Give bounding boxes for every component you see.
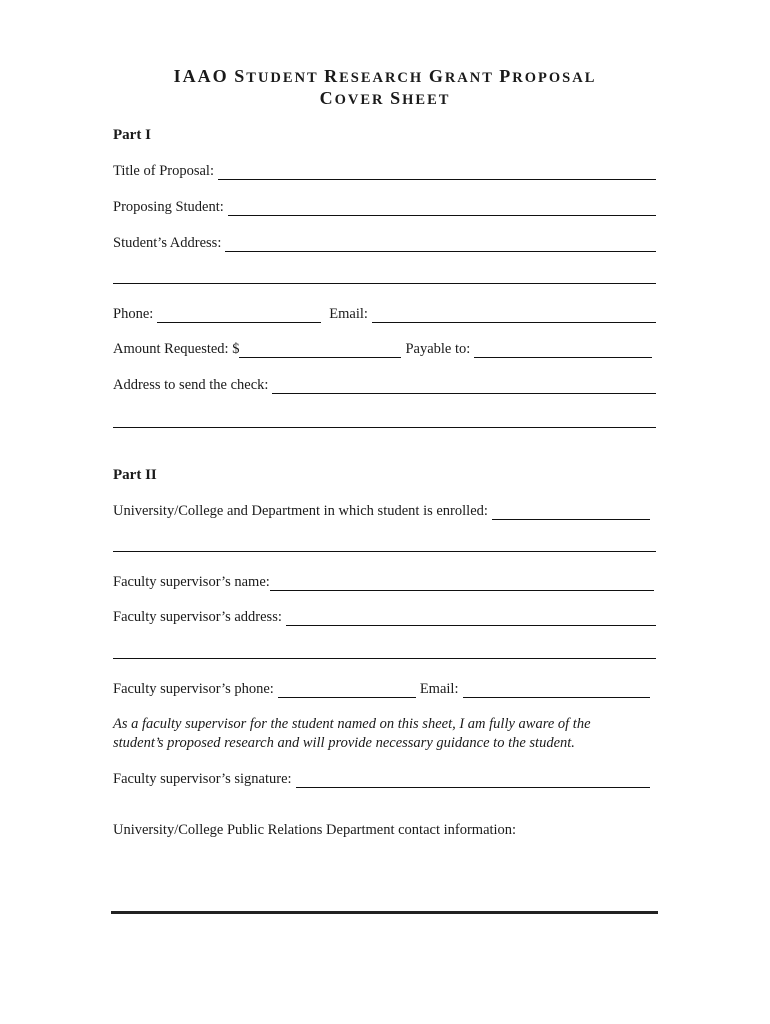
payable-to-field[interactable] <box>474 341 652 358</box>
supervisor-address-field[interactable] <box>286 609 656 626</box>
check-address-label: Address to send the check: <box>113 377 269 393</box>
supervisor-statement-line2: student’s proposed research and will provide necessary guidance to the student. <box>113 735 575 751</box>
supervisor-statement <box>113 715 673 753</box>
proposing-student-label: Proposing Student: <box>113 199 224 215</box>
supervisor-email-label: Email: <box>419 681 459 697</box>
proposing-student-field[interactable] <box>228 199 656 216</box>
check-address-field[interactable] <box>272 377 656 394</box>
supervisor-name-field[interactable] <box>270 574 654 591</box>
supervisor-signature-row <box>113 768 656 788</box>
proposal-title-field[interactable] <box>218 163 656 180</box>
university-row <box>113 500 656 520</box>
bottom-rule <box>111 911 658 914</box>
supervisor-signature-label: Faculty supervisor’s signature: <box>113 771 292 787</box>
student-address-row <box>113 232 656 252</box>
form-title-line1 <box>0 66 770 87</box>
proposing-student-row <box>113 196 656 216</box>
supervisor-phone-label: Faculty supervisor’s phone: <box>113 681 274 697</box>
phone-email-row <box>113 303 656 323</box>
supervisor-statement-line1: As a faculty supervisor for the student named on this sheet, I am fully aware of the <box>113 716 591 732</box>
proposal-title-label: Title of Proposal: <box>113 163 214 179</box>
proposal-title-row <box>113 160 656 180</box>
university-label: University/College and Department in which student is enrolled: <box>113 503 488 519</box>
email-label: Email: <box>329 306 368 322</box>
title-word: PROPOSAL <box>499 66 597 86</box>
supervisor-address-field-line2[interactable] <box>113 658 656 659</box>
title-word: IAAO <box>173 66 229 86</box>
supervisor-name-label: Faculty supervisor’s name: <box>113 574 270 590</box>
university-field-line2[interactable] <box>113 551 656 552</box>
university-field[interactable] <box>492 503 650 520</box>
supervisor-phone-email-row <box>113 678 656 698</box>
phone-field[interactable] <box>157 306 321 323</box>
title-word: STUDENT <box>234 66 319 86</box>
amount-requested-label: Amount Requested: $ <box>113 341 240 357</box>
supervisor-phone-field[interactable] <box>278 681 416 698</box>
title-word: GRANT <box>428 66 494 86</box>
supervisor-address-label: Faculty supervisor’s address: <box>113 609 282 625</box>
title-word: COVER <box>319 88 385 108</box>
title-word: SHEET <box>390 88 451 108</box>
form-title-line2 <box>0 88 770 109</box>
amount-requested-field[interactable] <box>239 341 401 358</box>
payable-to-label: Payable to: <box>405 341 471 357</box>
student-address-label: Student’s Address: <box>113 235 222 251</box>
title-word: RESEARCH <box>324 66 424 86</box>
amount-payable-row <box>113 338 656 358</box>
phone-label: Phone: <box>113 306 154 322</box>
part1-heading: Part I <box>113 127 151 143</box>
pr-contact-label: University/College Public Relations Department contact information: <box>113 822 517 838</box>
supervisor-email-field[interactable] <box>463 681 651 698</box>
part2-heading: Part II <box>113 467 157 483</box>
check-address-field-line2[interactable] <box>113 427 656 428</box>
supervisor-signature-field[interactable] <box>296 771 650 788</box>
student-address-field[interactable] <box>225 235 656 252</box>
supervisor-name-row <box>113 571 656 591</box>
student-address-field-line2[interactable] <box>113 283 656 284</box>
email-field[interactable] <box>372 306 656 323</box>
check-address-row <box>113 374 656 394</box>
supervisor-address-row <box>113 606 656 626</box>
